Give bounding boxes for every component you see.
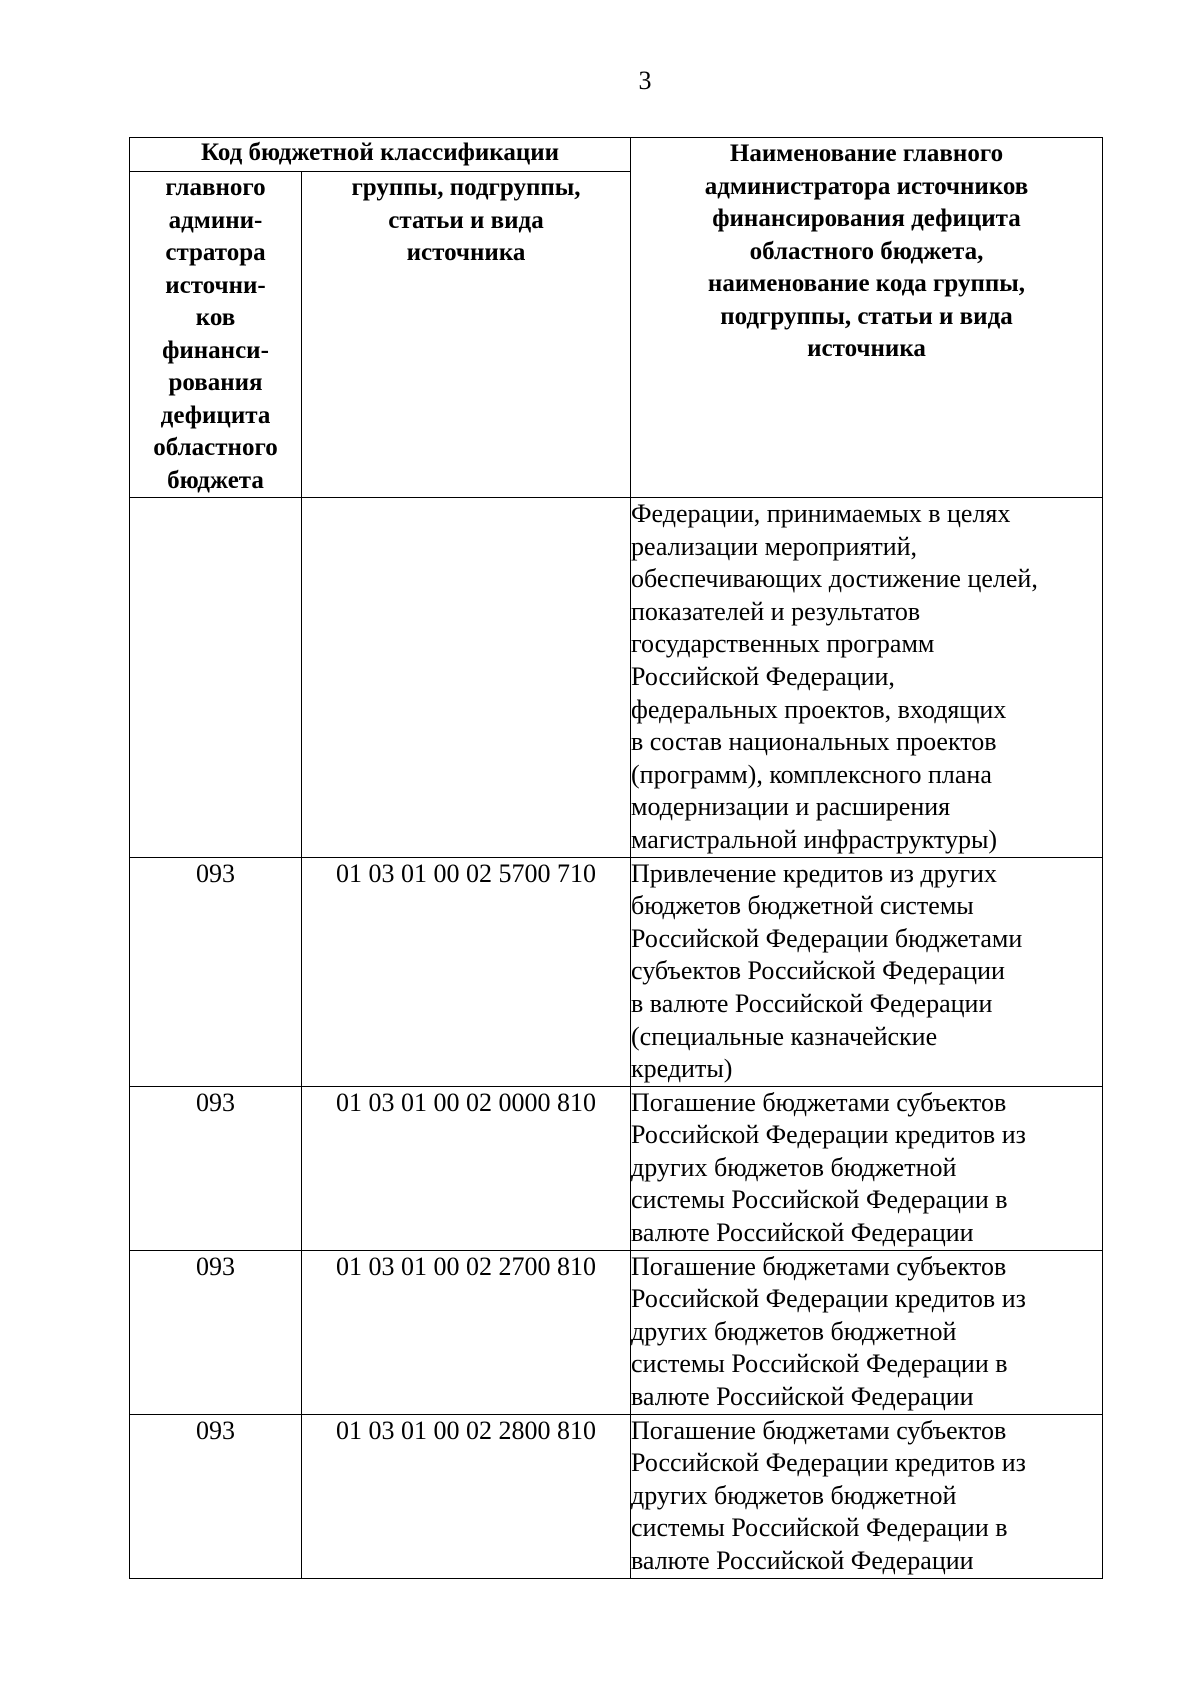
description-line: других бюджетов бюджетной xyxy=(631,1480,957,1510)
description-line: кредиты) xyxy=(631,1054,733,1084)
header-admin-line: рования xyxy=(168,369,263,396)
table-row xyxy=(130,1250,1103,1414)
description-line: системы Российской Федерации в xyxy=(631,1185,1008,1215)
description-line: других бюджетов бюджетной xyxy=(631,1316,957,1346)
admin-code-cell xyxy=(130,498,302,858)
header-admin-line: бюджета xyxy=(167,466,264,494)
header-admin-line: ков xyxy=(195,304,236,331)
description-line: Российской Федерации кредитов из xyxy=(631,1284,1026,1314)
header-name-line: наименование кода группы, xyxy=(707,270,1026,297)
admin-code-cell: 093 xyxy=(130,857,302,1086)
description-line: реализации мероприятий, xyxy=(631,531,918,561)
header-admin-line: админи- xyxy=(168,206,263,234)
admin-code-cell: 093 xyxy=(130,1414,302,1578)
admin-code-cell: 093 xyxy=(130,1250,302,1414)
description-line: Российской Федерации кредитов из xyxy=(631,1120,1026,1150)
source-code-cell xyxy=(302,498,631,858)
description-line: магистральной инфраструктуры) xyxy=(631,824,998,854)
description-line: бюджетов бюджетной системы xyxy=(631,891,974,921)
header-admin-column xyxy=(130,172,302,498)
description-line: обеспечивающих достижение целей, xyxy=(631,564,1038,594)
header-admin-line: источни- xyxy=(165,271,266,299)
description-line: Российской Федерации кредитов из xyxy=(631,1448,1026,1478)
source-code-cell: 01 03 01 00 02 2800 810 xyxy=(302,1414,631,1578)
header-admin-line: дефицита xyxy=(160,401,271,429)
header-name-line: областного бюджета, xyxy=(749,237,984,265)
header-budget-classification-code xyxy=(130,138,631,172)
description-line: системы Российской Федерации в xyxy=(631,1349,1008,1379)
header-name-line: подгруппы, статьи и вида xyxy=(720,302,1013,330)
description-cell xyxy=(631,1086,1103,1250)
description-line: (специальные казначейские xyxy=(631,1021,938,1051)
source-code-cell: 01 03 01 00 02 5700 710 xyxy=(302,857,631,1086)
header-admin-line: областного xyxy=(153,434,278,461)
description-line: Погашение бюджетами субъектов xyxy=(631,1087,1007,1117)
description-line: Федерации, принимаемых в целях xyxy=(631,499,1011,528)
description-cell xyxy=(631,498,1103,858)
header-group-line: статьи и вида xyxy=(388,206,544,234)
admin-code-cell: 093 xyxy=(130,1086,302,1250)
header-name-line: Наименование главного xyxy=(729,140,1004,167)
table-row xyxy=(130,1086,1103,1250)
header-group-line: источника xyxy=(406,239,526,266)
description-line: Погашение бюджетами субъектов xyxy=(631,1251,1007,1281)
description-line: Привлечение кредитов из других xyxy=(631,858,997,888)
description-cell xyxy=(631,1250,1103,1414)
description-line: субъектов Российской Федерации xyxy=(631,956,1005,986)
budget-classification-table xyxy=(129,137,1103,1579)
description-line: (программ), комплексного плана xyxy=(631,759,992,789)
description-line: Российской Федерации бюджетами xyxy=(631,923,1023,953)
header-admin-line: главного xyxy=(165,174,266,201)
description-line: Российской Федерации, xyxy=(631,661,895,691)
page-number: 3 xyxy=(638,66,652,95)
table-row xyxy=(130,498,1103,858)
description-cell xyxy=(631,857,1103,1086)
description-line: Погашение бюджетами субъектов xyxy=(631,1415,1007,1445)
description-line: валюте Российской Федерации xyxy=(631,1546,974,1575)
description-line: федеральных проектов, входящих xyxy=(631,694,1007,724)
description-line: модернизации и расширения xyxy=(631,792,951,822)
source-code-cell: 01 03 01 00 02 2700 810 xyxy=(302,1250,631,1414)
table-row xyxy=(130,1414,1103,1578)
header-group-line: группы, подгруппы, xyxy=(351,174,581,201)
header-admin-line: финанси- xyxy=(162,336,269,364)
description-line: валюте Российской Федерации xyxy=(631,1218,974,1248)
description-line: в состав национальных проектов xyxy=(631,727,997,757)
description-line: валюте Российской Федерации xyxy=(631,1382,974,1412)
header-name-line: источника xyxy=(807,335,926,362)
header-name-line: администратора источников xyxy=(704,172,1029,200)
header-name-line: финансирования дефицита xyxy=(712,205,1021,232)
description-line: показателей и результатов xyxy=(631,596,921,626)
table-row xyxy=(130,857,1103,1086)
header-group-title: Код бюджетной классификации xyxy=(200,139,560,166)
header-admin-line: стратора xyxy=(165,239,266,266)
description-line: системы Российской Федерации в xyxy=(631,1513,1008,1543)
description-cell xyxy=(631,1414,1103,1578)
description-line: государственных программ xyxy=(631,629,935,659)
description-line: в валюте Российской Федерации xyxy=(631,988,993,1018)
description-line: других бюджетов бюджетной xyxy=(631,1152,957,1182)
header-name-column xyxy=(631,138,1103,498)
source-code-cell: 01 03 01 00 02 0000 810 xyxy=(302,1086,631,1250)
header-group-column xyxy=(302,172,631,498)
